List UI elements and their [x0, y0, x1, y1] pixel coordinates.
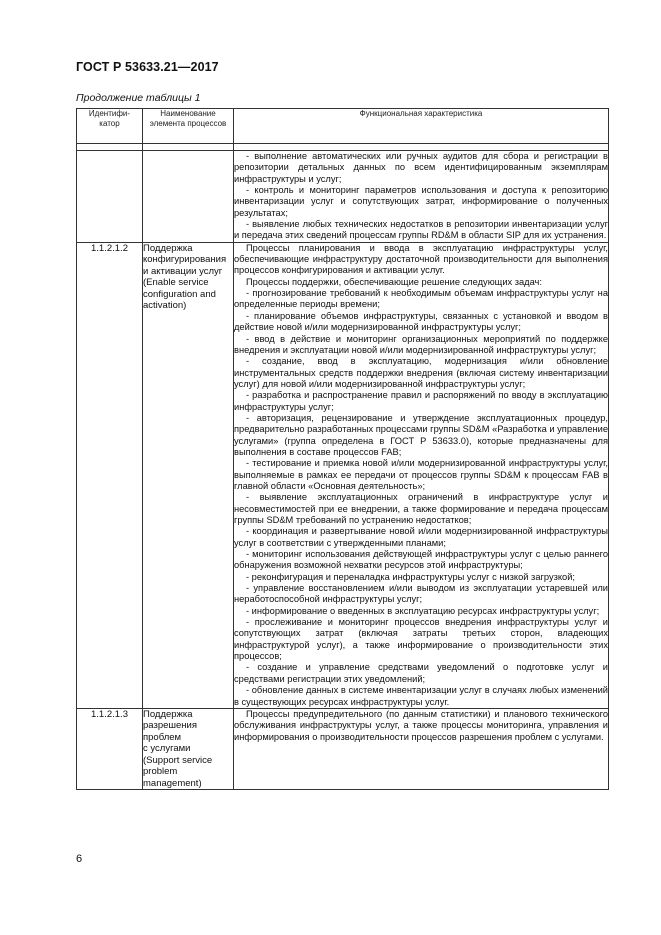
element-name-line: конфигурирования — [143, 254, 227, 266]
header-identifier-text: Идентифи- катор — [88, 109, 131, 128]
description-paragraph: - прослеживание и мониторинг процессов внедрения инфраструктуры услуг и сопутствующих затрат (включая затраты третьих сторон, владеющих инфраструктурой услуг), а также информирование о производительности этих процессов; — [234, 617, 608, 662]
description-paragraph: - выявление любых технических недостатков в репозитории инвентаризaции услуг и передача этих сведений процессам группы RD&M в области SIP для их устранения. — [234, 219, 608, 241]
element-name-line: Поддержка — [143, 708, 193, 720]
process-table — [76, 108, 609, 790]
description-paragraph: - выявление эксплуатационных ограничений в инфраструктуре услуг и несовместимостей при ее внедрении, а также формирование и передача процессам группы SD&M требований по устранению недостатков; — [234, 492, 608, 525]
element-name-line: и активации услуг — [143, 265, 223, 277]
continuation-description-cell — [234, 151, 609, 243]
description-paragraph: - разработка и распространение правил и распоряжений по вводу в эксплуатацию инфраструктуры услуг; — [234, 390, 608, 412]
table-caption: Продолжение таблицы 1 — [76, 92, 201, 104]
description-paragraph: - мониторинг использования действующей инфраструктуры услуг с целью раннего обнаружения возможной нехватки ресурсов этой инфраструктуры; — [234, 549, 608, 571]
table-header-row — [77, 109, 609, 144]
row-description — [234, 242, 609, 708]
table-spacer-row — [77, 144, 609, 151]
table-row-1-1-2-1-2 — [77, 242, 609, 708]
description-paragraph: - обновление данных в системе инвентаризации услуг в случаях любых изменений в существующих ресурсах инфраструктуры услуг. — [234, 685, 608, 707]
row-description — [234, 708, 609, 790]
element-name-line: разрешения — [143, 720, 197, 732]
page-number: 6 — [76, 853, 83, 865]
element-name-line: (Enable service — [143, 277, 209, 289]
row-element-name — [143, 708, 234, 790]
spacer-cell — [234, 144, 609, 151]
description-paragraph: - реконфигурация и переналадка инфраструктуры услуг с низкой загрузкой; — [246, 571, 575, 582]
spacer-cell — [77, 144, 143, 151]
header-functional-characteristic — [234, 109, 609, 144]
document-header: ГОСТ Р 53633.21—2017 — [76, 60, 219, 74]
description-paragraph: - тестирование и приемка новой и/или модернизированной инфраструктуры услуг, выполняемые в рамках ее передачи от процессов группы SD&M к процессам FAB в главной области «Основная деятельность»; — [234, 458, 608, 491]
spacer-cell — [143, 144, 234, 151]
description-paragraph: - создание и управление средствами уведомлений о подготовке услуг и средствами регистрации этих уведомлений; — [234, 662, 608, 684]
row-element-name — [143, 242, 234, 708]
description-paragraph: Процессы поддержки, обеспечивающие решение следующих задач: — [246, 276, 542, 287]
description-paragraph: Процессы предупредительного (по данным статистики) и планового технического обслуживания инфраструктуры услуг, а также процессы мониторинга, управления и информирования о производительности процессов разрешения проблем с услугами. — [234, 708, 608, 742]
description-paragraph: - координация и развертывание новой и/или модернизированной инфраструктуры услуг в соответствии с утвержденными планами; — [234, 526, 608, 548]
row-identifier: 1.1.2.1.3 — [77, 708, 143, 790]
description-paragraph: - управление восстановлением и/или выводом из эксплуатации устаревшей или неработоспособной инфраструктуры услуг; — [234, 583, 608, 605]
header-identifier — [77, 109, 143, 144]
description-paragraph: - авторизация, рецензирование и утверждение эксплуатационных процедур, предварительно разработанных процессами группы SD&M «Разработка и управление услугами» (группа определена в ГОСТ Р 53633.0), которые предназначены для выполнения в составе процессов FAB; — [234, 412, 608, 457]
element-name-line: с услугами — [143, 743, 191, 755]
element-name-line: configuration and — [143, 288, 216, 300]
description-paragraph: - контроль и мониторинг параметров использования и доступа к репозиторию инвентаризации услуг и сопутствующих затрат, информирование о полученных результатах; — [234, 185, 608, 218]
element-name-line: problem management) — [143, 766, 202, 789]
description-paragraph: - создание, ввод в эксплуатацию, модернизация и/или обновление инструментальных средств поддержки внедрения (включая систему инвентаризации услуг) для новой и/или модернизированной инфраструктуры услуг; — [234, 356, 608, 389]
element-name-line: activation) — [143, 300, 187, 312]
element-name-line: Поддержка — [143, 242, 193, 254]
table-row-continuation — [77, 151, 609, 243]
description-paragraph: - прогнозирование требований к необходимым объемам инфраструктуры услуг на определенные периоды времени; — [234, 288, 608, 310]
description-paragraph: - информирование о введенных в эксплуатацию ресурсах инфраструктуры услуг; — [246, 605, 600, 616]
header-element-name — [143, 109, 234, 144]
element-name-line: (Support service — [143, 754, 213, 766]
description-paragraph: - планирование объемов инфраструктуры, связанных с установкой и вводом в действие новой и/или модернизированной инфраструктуры услуг; — [234, 310, 608, 333]
header-functional-characteristic-text: Функциональная характеристика — [359, 109, 483, 118]
description-paragraph: - выполнение автоматических или ручных аудитов для сбора и регистрации в репозитории детальных данных по всем идентифицированным экземплярам инфраструктуры и услуг; — [234, 151, 608, 184]
header-element-name-text: Наименование элемента процессов — [149, 109, 227, 128]
row-identifier: 1.1.2.1.2 — [77, 242, 143, 708]
continuation-name-cell — [143, 151, 234, 243]
table-row-1-1-2-1-3 — [77, 708, 609, 790]
element-name-line: проблем — [143, 731, 182, 743]
continuation-id-cell — [77, 151, 143, 243]
description-paragraph: - ввод в действие и мониторинг организационных мероприятий по поддержке внедрения и эксплуатации новой и/или модернизированной инфраструктуры услуг; — [234, 333, 608, 355]
description-paragraph: Процессы планирования и ввода в эксплуатацию инфраструктуры услуг, обеспечивающие инфраструктуру достаточной производительности для выполнения процессов конфигурирования и активации услуг. — [234, 242, 608, 276]
